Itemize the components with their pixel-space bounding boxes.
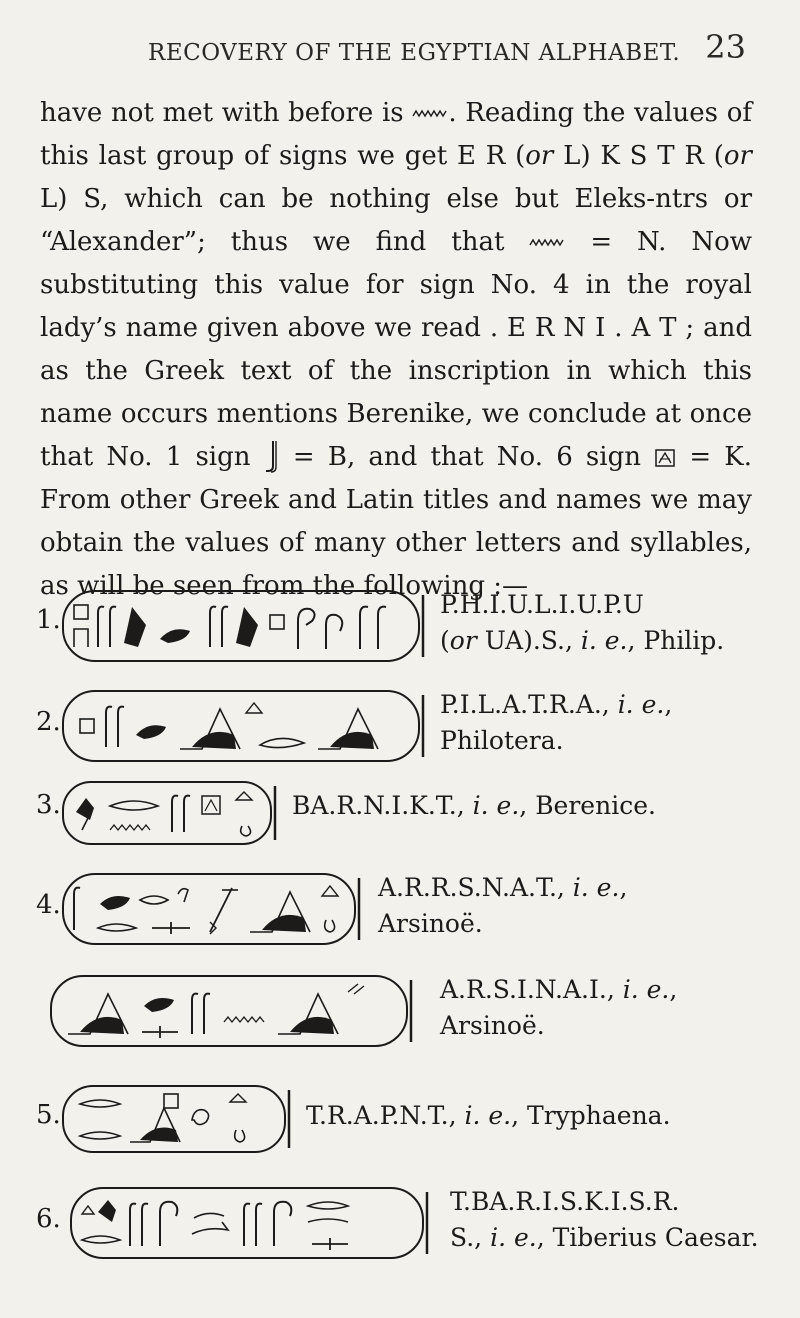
text-italic: i. e. xyxy=(472,791,520,820)
cartouche-arsinoe-1 xyxy=(60,868,366,950)
water-sign-icon xyxy=(412,108,448,120)
text-italic: i. e. xyxy=(490,1223,537,1252)
translation: Arsinoë. xyxy=(378,909,483,938)
cartouche-glyphs-icon xyxy=(68,1182,434,1264)
translation xyxy=(450,1220,759,1256)
cartouche-glyphs-icon xyxy=(48,970,418,1052)
transliteration xyxy=(440,687,672,723)
cartouche-caption xyxy=(378,870,627,942)
cartouche-glyphs-icon xyxy=(60,685,430,767)
cartouche-philotera xyxy=(60,685,430,767)
text-run: , Tryphaena. xyxy=(511,1101,671,1130)
page-number: 23 xyxy=(705,28,746,66)
text-run: , Philip. xyxy=(627,626,725,655)
entry-number: 5. xyxy=(36,1100,61,1130)
translation: Philotera. xyxy=(440,726,564,755)
text-run: = K. From other Greek and Latin titles and names we may obtain the values of many other letters and syllables, as will be seen from the following :— xyxy=(40,442,753,601)
text-italic: i. e. xyxy=(572,873,620,902)
cartouche-glyphs-icon xyxy=(60,778,282,848)
text-italic: i. e. xyxy=(580,626,628,655)
cartouche-caption xyxy=(440,972,677,1044)
entry-number: 1. xyxy=(36,605,61,635)
text-run: , xyxy=(669,975,678,1004)
entry-number: 4. xyxy=(36,890,61,920)
text-italic: i. e. xyxy=(464,1101,512,1130)
cartouche-caption xyxy=(292,788,656,824)
text-run: P.I.L.A.T.R.A., xyxy=(440,690,618,719)
body-paragraph xyxy=(40,92,752,608)
text-run: L) S, which can be nothing else but Eleks-ntrs or “Alexander”; thus we find that xyxy=(40,184,752,257)
transliteration: T.BA.R.I.S.K.I.S.R. xyxy=(450,1187,680,1216)
cartouche-glyphs-icon xyxy=(60,585,430,667)
text-run: UA).S., xyxy=(476,626,581,655)
text-italic: or xyxy=(525,141,554,171)
transliteration xyxy=(306,1098,671,1134)
cartouche-arsinoe-2 xyxy=(48,970,418,1052)
cartouche-tiberius xyxy=(68,1182,434,1264)
cartouche-tryphaena xyxy=(60,1082,296,1156)
text-run: L) K S T R ( xyxy=(553,141,724,171)
water-sign-icon xyxy=(529,237,565,249)
text-italic: or xyxy=(449,626,477,655)
entry-number: 6. xyxy=(36,1204,61,1234)
text-run: have not met with before is xyxy=(40,98,404,128)
text-run: , Tiberius Caesar. xyxy=(536,1223,759,1252)
text-italic: or xyxy=(723,141,752,171)
cartouche-caption xyxy=(306,1098,671,1134)
cartouche-philip xyxy=(60,585,430,667)
text-run: A.R.S.I.N.A.I., xyxy=(440,975,623,1004)
transliteration xyxy=(440,972,677,1008)
cartouche-glyphs-icon xyxy=(60,868,366,950)
entry-number: 3. xyxy=(36,790,61,820)
cartouche-berenice xyxy=(60,778,282,848)
text-run: A.R.R.S.N.A.T., xyxy=(378,873,573,902)
cartouche-caption xyxy=(440,687,672,759)
text-run: S., xyxy=(450,1223,491,1252)
foot-sign-icon xyxy=(264,439,280,473)
transliteration xyxy=(292,788,656,824)
page-header xyxy=(0,28,800,78)
basket-sign-icon xyxy=(654,446,676,468)
text-italic: i. e. xyxy=(617,690,665,719)
transliteration xyxy=(378,870,627,906)
text-italic: i. e. xyxy=(622,975,670,1004)
text-run: ( xyxy=(440,626,450,655)
translation: Arsinoë. xyxy=(440,1011,545,1040)
cartouche-glyphs-icon xyxy=(60,1082,296,1156)
text-run: = N. Now substituting this value for sign No. 4 in the royal lady’s name given above we read . E R N I . A T ; and as the Greek text of the inscription in which this name occurs mentions Berenike, we conclude at once that No. 1 sign xyxy=(40,227,753,472)
text-run: T.R.A.P.N.T., xyxy=(306,1101,465,1130)
text-run: . Reading the values of this last group of signs we get E R ( xyxy=(40,98,752,171)
cartouche-caption xyxy=(450,1184,759,1256)
text-run: , xyxy=(619,873,628,902)
entry-number: 2. xyxy=(36,707,61,737)
text-run: = B, and that No. 6 sign xyxy=(292,442,641,472)
running-title: RECOVERY OF THE EGYPTIAN ALPHABET. xyxy=(148,40,681,66)
translation xyxy=(440,623,724,659)
text-run: BA.R.N.I.K.T., xyxy=(292,791,473,820)
text-run: , xyxy=(664,690,673,719)
text-run: , Berenice. xyxy=(519,791,656,820)
transliteration: P.H.I.U.L.I.U.P.U xyxy=(440,590,644,619)
cartouche-caption xyxy=(440,587,724,659)
